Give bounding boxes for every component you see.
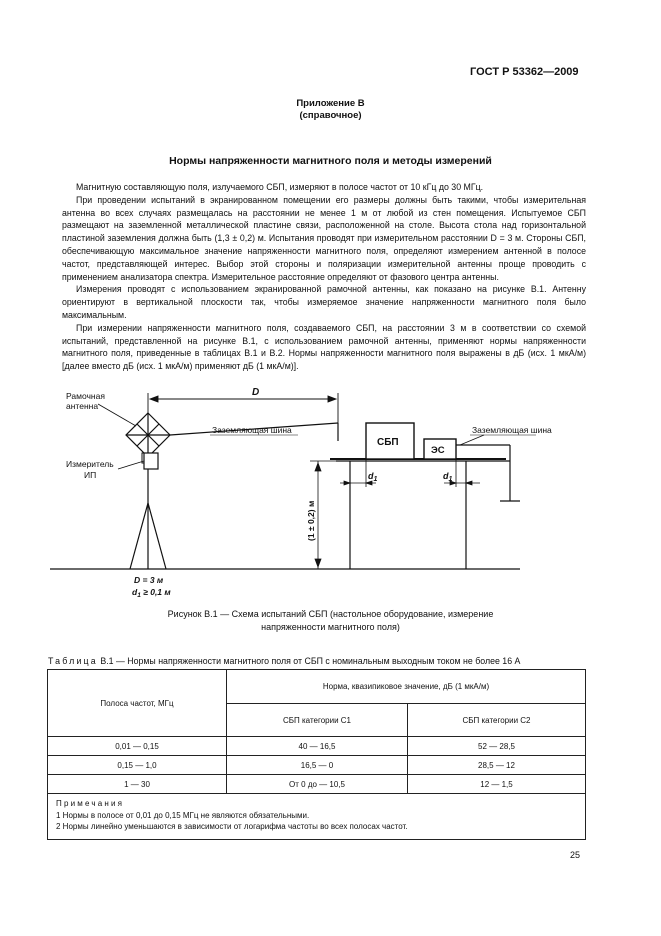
paragraph: При проведении испытаний в экранированном помещении его размеры должны быть такими, чтобы измерительная антенна во всех случаях размещалась на расстоянии не менее 1 м от любой из стен помещения. Испытуемое СБП размещают на заземленной металлической пластине связи, расположенной на столе. Высота стола над горизонтальной пластиной заземления должна быть (1,3 ± 0,2) м. Испытания проводят при измерительном расстоянии D = 3 м. Стороны СБП, обеспечивающую максимальное значение напряженности магнитного поля, определяют измерением антенной в полосе частот, представляющей интерес. Выбор этой стороны и поляризации измерительной антенны проще проводить с применением анализатора спектра. Измерительное расстояние определяют от фазового центра антенны. [62,194,586,282]
note-item: 1 Нормы в полосе от 0,01 до 0,15 МГц не являются обязательными. [56,810,310,820]
paragraph: При измерении напряженности магнитного поля, создаваемого СБП, на расстоянии 3 м в соответствии со схемой испытаний, представленной на рисунке В.1, с использованием рамочной антенны, применяют нормы напряженности магнитного поля, приведенные в таблицах В.1 и В.2. Нормы напряженности магнитного поля выражены в дБ (исх. 1 мкА/м) [далее вместо дБ (исх. 1 мкА/м) применяют дБ (1 мкА/м)]. [62,322,586,372]
meter-box [144,453,158,469]
cell-frequency: 1 — 30 [48,775,227,794]
test-table [336,461,510,569]
annex-title: Приложение В [296,98,365,109]
d1-label-left: $d_1$ [368,471,378,483]
condition-distance: D = 3 м [134,575,164,585]
document-code: ГОСТ Р 53362—2009 [470,66,579,78]
cell-c2: 28,5 — 12 [408,756,586,775]
loop-antenna-label-2: антенна [66,401,99,411]
meter-label-1: Измеритель [66,459,114,469]
cell-c1: 40 — 16,5 [227,737,408,756]
leader-line [98,404,136,426]
d1-label-right: $d_1$ [443,471,453,483]
cell-frequency: 0,15 — 1,0 [48,756,227,775]
cell-c2: 52 — 28,5 [408,737,586,756]
loop-antenna-label-1: Рамочная [66,391,105,401]
ground-bus-right-label: Заземляющая шина [472,425,552,435]
height-label: (1 ± 0,2) м [306,500,316,541]
header-category-c1: СБП категории С1 [227,704,408,737]
paragraph: Измерения проводят с использованием экранированной рамочной антенны, как показано на рисунке В.1. Антенну ориентируют в вертикальной плоскости так, чтобы измеряемое значение напряженности магнитного поля было максимальным. [62,284,586,320]
table-title-text: В.1 — Нормы напряженности магнитного поля от СБП с номинальным выходным током не более 16 А [100,656,521,666]
table-row [48,756,586,775]
ground-bus-left-label: Заземляющая шина [212,425,292,435]
loop-antenna [126,413,170,457]
antenna-tripod [130,457,166,569]
leader-line [118,461,144,469]
table-notes [48,794,586,840]
note-item: 2 Нормы линейно уменьшаются в зависимости от логарифма частоты во всех полосах частот. [56,822,408,831]
meter-label-2: ИП [84,470,97,480]
cell-frequency: 0,01 — 0,15 [48,737,227,756]
table-title-word: Таблица [48,656,98,666]
sbp-label: СБП [377,437,399,448]
figure-caption [0,608,661,634]
condition-d1: $d_1 \ge 0,1$ м [132,587,171,599]
cell-c1: 16,5 — 0 [227,756,408,775]
notes-title: Примечания [56,799,125,808]
body-text [62,181,586,373]
cell-c2: 12 — 1,5 [408,775,586,794]
test-setup-figure [40,383,552,603]
page-number: 25 [570,850,581,860]
header-norm: Норма, квазипиковое значение, дБ (1 мкА/м) [227,670,586,704]
header-frequency: Полоса частот, МГц [48,670,227,737]
header-category-c2: СБП категории С2 [408,704,586,737]
paragraph: Магнитную составляющую поля, излучаемого СБП, измеряют в полосе частот от 10 кГц до 30 МГц. [76,182,484,192]
cell-c1: От 0 до — 10,5 [227,775,408,794]
figure-caption-line-2: напряженности магнитного поля) [261,622,400,632]
leader-line [460,435,484,445]
section-title: Нормы напряженности магнитного поля и методы измерений [169,155,492,167]
annex-subtitle: (справочное) [299,110,362,121]
norms-table [47,669,586,840]
figure-caption-line-1: Рисунок В.1 — Схема испытаний СБП (настольное оборудование, измерение [167,609,494,619]
table-title [48,656,520,666]
table-row [48,737,586,756]
table-row [48,775,586,794]
distance-dimension [148,393,338,423]
distance-label: D [252,387,260,398]
es-label: ЭС [431,445,445,456]
